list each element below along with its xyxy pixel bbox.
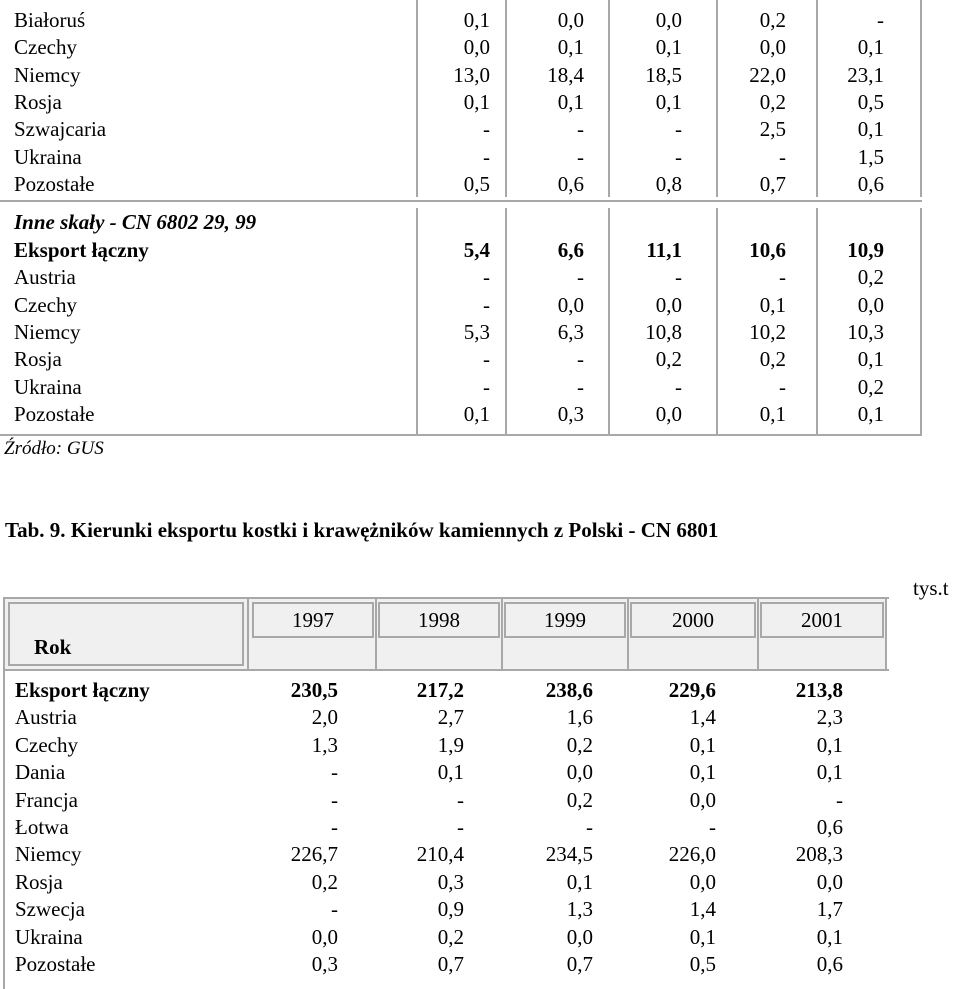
cell-value: 0,0	[655, 292, 682, 317]
cell-value: -	[675, 144, 682, 169]
cell-value: 2,0	[311, 705, 338, 730]
cell-value: -	[577, 347, 584, 372]
cell-value: 0,0	[557, 8, 584, 32]
cell-value: -	[331, 760, 338, 785]
cell-value: 0,1	[437, 760, 464, 785]
cell-value: 0,5	[857, 89, 884, 114]
cell-value: 1,3	[311, 732, 338, 757]
row-label: Rosja	[14, 347, 62, 372]
cell-value: 0,1	[655, 89, 682, 114]
row-label: Łotwa	[15, 815, 69, 839]
row-label: Niemcy	[14, 62, 81, 87]
column-divider	[885, 599, 887, 671]
cell-value: 0,0	[759, 35, 786, 60]
cell-value: -	[675, 265, 682, 290]
cell-value: -	[779, 374, 786, 399]
table-row	[5, 869, 889, 896]
table-row	[0, 292, 922, 319]
cell-value: 0,7	[759, 171, 786, 196]
year-label: 2000	[672, 608, 714, 632]
table-row	[0, 319, 922, 346]
cell-value: 0,1	[655, 35, 682, 60]
cell-value: 6,3	[557, 319, 584, 344]
cell-value: 0,2	[857, 374, 884, 399]
cell-value: 0,1	[557, 35, 584, 60]
cell-value: 238,6	[545, 678, 593, 702]
table-row	[5, 951, 889, 978]
table-row	[0, 264, 922, 291]
column-divider	[757, 599, 759, 671]
cell-value: 1,7	[816, 897, 843, 922]
cell-value: 0,0	[557, 292, 584, 317]
table-row	[5, 677, 889, 704]
row-label: Szwecja	[15, 897, 85, 922]
cell-value: 0,0	[566, 924, 593, 949]
cell-value: 1,3	[566, 897, 593, 922]
cell-value: -	[331, 815, 338, 839]
table-row	[0, 346, 922, 373]
cell-value: 0,2	[857, 265, 884, 290]
cell-value: 0,2	[566, 787, 593, 812]
cell-value: 0,6	[557, 171, 584, 196]
cell-value: 1,6	[566, 705, 593, 730]
row-label: Czechy	[14, 292, 77, 317]
row-label: Ukraina	[14, 374, 82, 399]
cell-value: -	[836, 787, 843, 812]
row-label: Dania	[15, 760, 66, 785]
export-table-continued	[0, 0, 922, 437]
cell-value: -	[577, 117, 584, 142]
cell-value: 0,2	[437, 924, 464, 949]
cell-value: 0,3	[311, 952, 338, 976]
cell-value: 217,2	[416, 678, 464, 702]
cell-value: -	[877, 8, 884, 32]
table-row	[0, 171, 922, 198]
cell-value: 5,4	[463, 238, 490, 262]
table-row	[0, 34, 922, 61]
row-label: Niemcy	[15, 842, 82, 867]
table-row	[0, 144, 922, 171]
cell-value: 22,0	[749, 62, 786, 87]
cell-value: 0,3	[557, 401, 584, 426]
row-label: Pozostałe	[14, 171, 95, 196]
cell-value: 0,1	[857, 401, 884, 426]
cell-value: -	[577, 374, 584, 399]
cell-value: -	[457, 787, 464, 812]
table-row	[5, 896, 889, 923]
cell-value: -	[483, 144, 490, 169]
cell-value: 0,1	[566, 869, 593, 894]
cell-value: 1,4	[689, 897, 716, 922]
year-label: 1997	[292, 608, 334, 632]
year-header-cell	[630, 602, 756, 638]
cell-value: 0,1	[816, 732, 843, 757]
cell-value: 0,6	[816, 952, 843, 976]
year-label: 1999	[544, 608, 586, 632]
year-header-cell	[378, 602, 500, 638]
table-row	[0, 401, 922, 428]
cell-value: -	[577, 265, 584, 290]
cell-value: 0,0	[857, 292, 884, 317]
cell-value: 1,4	[689, 705, 716, 730]
cell-value: 0,1	[463, 89, 490, 114]
cell-value: 0,1	[689, 732, 716, 757]
cell-value: 11,1	[646, 238, 682, 262]
cell-value: 210,4	[416, 842, 464, 867]
table-row	[5, 732, 889, 759]
cell-value: 226,0	[668, 842, 716, 867]
cell-value: 0,1	[463, 401, 490, 426]
row-label: Czechy	[14, 35, 77, 60]
column-divider	[247, 599, 249, 671]
cell-value: 0,5	[689, 952, 716, 976]
cell-value: 0,3	[437, 869, 464, 894]
cell-value: 208,3	[795, 842, 843, 867]
year-header-cell	[252, 602, 374, 638]
table-row	[0, 89, 922, 116]
row-label: Pozostałe	[15, 952, 96, 976]
column-divider	[375, 599, 377, 671]
cell-value: 0,1	[689, 760, 716, 785]
row-divider	[0, 200, 922, 202]
year-label: 1998	[418, 608, 460, 632]
cell-value: 0,0	[655, 8, 682, 32]
cell-value: 0,7	[566, 952, 593, 976]
cell-value: 0,1	[759, 401, 786, 426]
source-note: Źródło: GUS	[4, 438, 104, 459]
row-header-text: Rok	[34, 635, 72, 659]
row-label: Szwajcaria	[14, 117, 107, 142]
row-label: Austria	[14, 265, 76, 290]
row-label: Rosja	[14, 89, 62, 114]
export-table-cn6801	[3, 597, 889, 989]
cell-value: 10,3	[847, 319, 884, 344]
cell-value: -	[483, 117, 490, 142]
row-label: Eksport łączny	[14, 238, 149, 262]
row-label: Ukraina	[14, 144, 82, 169]
cell-value: 0,1	[857, 347, 884, 372]
cell-value: -	[331, 897, 338, 922]
cell-value: 10,2	[749, 319, 786, 344]
table-row	[5, 704, 889, 731]
cell-value: 0,2	[311, 869, 338, 894]
table-row	[5, 759, 889, 786]
cell-value: 213,8	[795, 678, 843, 702]
cell-value: 5,3	[463, 319, 490, 344]
cell-value: 18,5	[645, 62, 682, 87]
cell-value: 10,6	[749, 238, 786, 262]
table-row	[5, 924, 889, 951]
cell-value: 6,6	[557, 238, 584, 262]
table-caption: Tab. 9. Kierunki eksportu kostki i krawężników kamiennych z Polski - CN 6801	[5, 518, 719, 542]
cell-value: 1,9	[437, 732, 464, 757]
cell-value: 0,0	[816, 869, 843, 894]
cell-value: 0,2	[759, 8, 786, 32]
cell-value: 18,4	[547, 62, 584, 87]
cell-value: -	[675, 117, 682, 142]
table-row	[5, 787, 889, 814]
row-label: Austria	[15, 705, 77, 730]
cell-value: -	[779, 144, 786, 169]
row-label: Ukraina	[15, 924, 83, 949]
cell-value: 0,1	[463, 8, 490, 32]
table-row	[0, 374, 922, 401]
cell-value: 0,0	[655, 401, 682, 426]
table-row	[5, 814, 889, 841]
column-divider	[501, 599, 503, 671]
table-row	[0, 116, 922, 143]
cell-value: 2,5	[759, 117, 786, 142]
cell-value: 0,7	[437, 952, 464, 976]
cell-value: 0,1	[689, 924, 716, 949]
table-row	[0, 62, 922, 89]
cell-value: 0,1	[759, 292, 786, 317]
cell-value: 0,0	[689, 787, 716, 812]
cell-value: -	[675, 374, 682, 399]
cell-value: 0,2	[759, 347, 786, 372]
cell-value: -	[457, 815, 464, 839]
cell-value: 0,1	[816, 760, 843, 785]
cell-value: 0,0	[463, 35, 490, 60]
cell-value: 1,5	[857, 144, 884, 169]
cell-value: -	[709, 815, 716, 839]
table-row	[0, 237, 922, 264]
cell-value: 0,0	[689, 869, 716, 894]
cell-value: -	[586, 815, 593, 839]
cell-value: 0,5	[463, 171, 490, 196]
cell-value: 0,1	[816, 924, 843, 949]
cell-value: -	[331, 787, 338, 812]
row-label: Eksport łączny	[15, 678, 150, 702]
cell-value: 0,1	[857, 35, 884, 60]
year-header-cell	[504, 602, 626, 638]
cell-value: 0,0	[566, 760, 593, 785]
table-row	[0, 7, 922, 34]
row-label: Niemcy	[14, 319, 81, 344]
cell-value: 0,9	[437, 897, 464, 922]
row-label: Rosja	[15, 869, 63, 894]
header-bottom-rule	[5, 669, 889, 671]
row-label: Francja	[15, 787, 78, 812]
cell-value: 0,1	[557, 89, 584, 114]
section-title-text: Inne skały - CN 6802 29, 99	[14, 210, 257, 234]
unit-label: tys.t	[913, 576, 949, 600]
cell-value: 10,9	[847, 238, 884, 262]
cell-value: -	[483, 347, 490, 372]
column-divider	[627, 599, 629, 671]
cell-value: 2,7	[437, 705, 464, 730]
cell-value: 0,1	[857, 117, 884, 142]
table-row	[5, 841, 889, 868]
row-label: Pozostałe	[14, 401, 95, 426]
cell-value: 0,8	[655, 171, 682, 196]
cell-value: 0,6	[857, 171, 884, 196]
row-label: Czechy	[15, 732, 78, 757]
cell-value: 23,1	[847, 62, 884, 87]
cell-value: -	[483, 374, 490, 399]
cell-value: 234,5	[545, 842, 593, 867]
year-label: 2001	[801, 608, 843, 632]
cell-value: 0,2	[655, 347, 682, 372]
cell-value: 226,7	[290, 842, 338, 867]
cell-value: 0,2	[566, 732, 593, 757]
row-label: Białoruś	[14, 8, 86, 32]
cell-value: 2,3	[816, 705, 843, 730]
cell-value: -	[779, 265, 786, 290]
cell-value: -	[577, 144, 584, 169]
cell-value: -	[483, 292, 490, 317]
row-header-cell	[8, 602, 244, 666]
cell-value: 13,0	[453, 62, 490, 87]
cell-value: 0,2	[759, 89, 786, 114]
year-header-cell	[760, 602, 884, 638]
cell-value: 0,6	[816, 815, 843, 839]
cell-value: 229,6	[668, 678, 716, 702]
cell-value: 0,0	[311, 924, 338, 949]
cell-value: 230,5	[290, 678, 338, 702]
cell-value: 10,8	[645, 319, 682, 344]
row-divider	[0, 434, 922, 436]
cell-value: -	[483, 265, 490, 290]
